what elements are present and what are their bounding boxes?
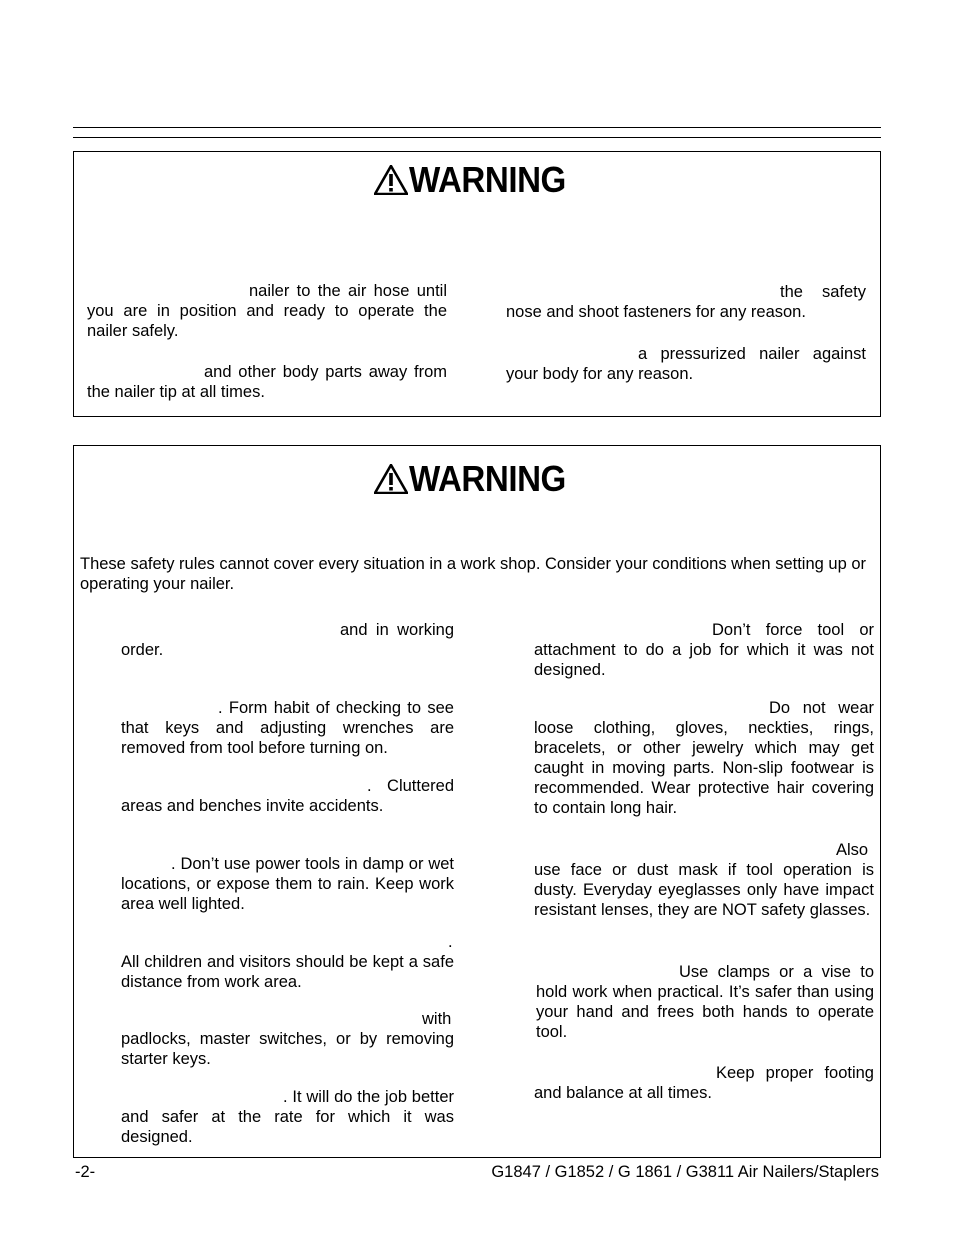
page-number: -2- xyxy=(75,1163,96,1181)
box2-left-item-1: and in working order. xyxy=(121,621,454,659)
warning-title: WARNING xyxy=(409,458,567,499)
box2-left-item-6: with padlocks, master switches, or by removing starter keys. xyxy=(121,1010,454,1068)
box2-left-item-2: . Form habit of checking to see that keys and adjusting wrenches are removed from tool before turning on. xyxy=(121,699,454,757)
box2-right-item-4: Use clamps or a vise to hold work when practical. It’s safer than using your hand and frees both hands to operate tool. xyxy=(536,963,874,1041)
box1-left-item-2: and other body parts away from the nailer tip at all times. xyxy=(87,363,447,401)
warning-triangle-icon xyxy=(374,464,408,494)
header-rule-bottom xyxy=(73,137,881,138)
warning-title: WARNING xyxy=(409,159,567,200)
box2-left-item-7: . It will do the job better and safer at the rate for which it was designed. xyxy=(121,1088,454,1146)
warning-box-nailer xyxy=(73,151,881,417)
intro-paragraph: These safety rules cannot cover every situation in a work shop. Consider your conditions when setting up or operating your nailer. xyxy=(80,555,866,593)
warning-heading xyxy=(74,159,880,200)
box2-right-item-2: Do not wear loose clothing, gloves, neckties, rings, bracelets, or other jewelry which may get caught in moving parts. Non-slip footwear is recommended. Wear protective hair covering to contain long hair. xyxy=(534,699,874,817)
header-rule-top xyxy=(73,127,881,128)
warning-heading xyxy=(74,458,880,499)
box2-left-item-3: . Cluttered areas and benches invite accidents. xyxy=(121,777,454,815)
footer-model-title: G1847 / G1852 / G 1861 / G3811 Air Nailers/Staplers xyxy=(491,1163,879,1181)
box1-right-item-1: the safety nose and shoot fasteners for any reason. xyxy=(506,283,866,321)
box1-left-item-1: nailer to the air hose until you are in position and ready to operate the nailer safely. xyxy=(87,282,447,340)
box2-right-item-1: Don’t force tool or attachment to do a job for which it was not designed. xyxy=(534,621,874,679)
warning-triangle-icon xyxy=(374,165,408,195)
box2-left-item-4: . Don’t use power tools in damp or wet locations, or expose them to rain. Keep work area well lighted. xyxy=(121,855,454,913)
warning-box-general-safety xyxy=(73,445,881,1158)
box2-right-item-3: Also use face or dust mask if tool operation is dusty. Everyday eyeglasses only have impact resistant lenses, they are NOT safety glasses. xyxy=(534,841,874,919)
box2-right-item-5: Keep proper footing and balance at all times. xyxy=(534,1064,874,1102)
box1-right-item-2: a pressurized nailer against your body for any reason. xyxy=(506,345,866,383)
box2-left-item-5: . All children and visitors should be kept a safe distance from work area. xyxy=(121,933,454,991)
